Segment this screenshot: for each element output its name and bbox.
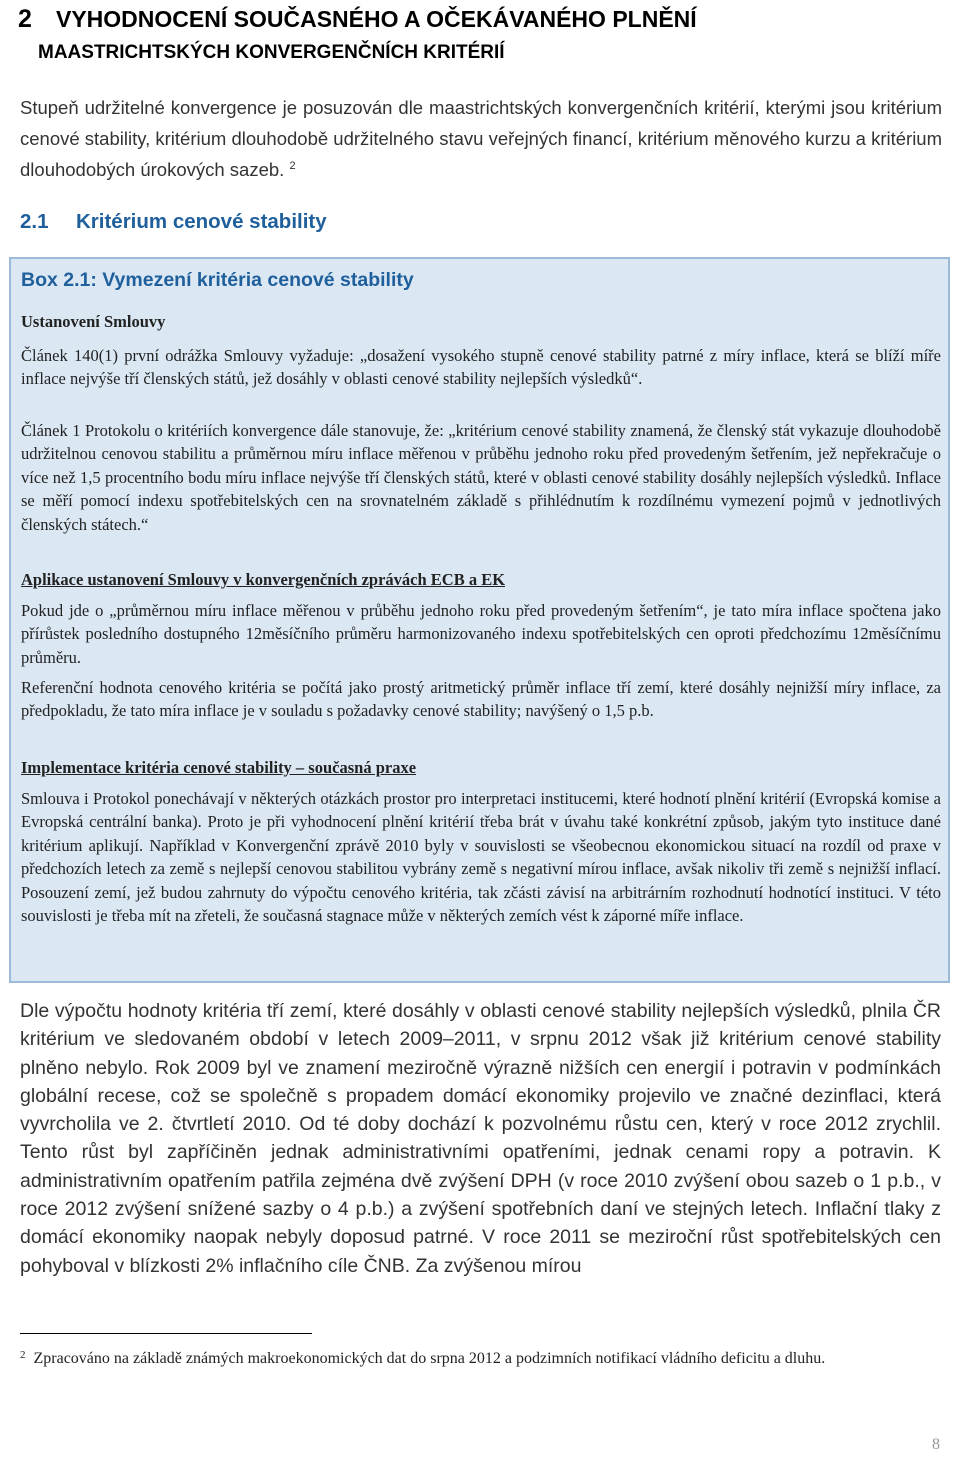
body-paragraph: Dle výpočtu hodnoty kritéria tří zemí, které dosáhly v oblasti cenové stability nejlepších výsledků, plnila ČR kritérium ve sledovaném období v letech 2009–2011, v srpnu 2012 však již kritérium cenové stability plněno nebylo. Rok 2009 byl ve znamení meziročně výrazně nižších cen energií i potravin v podmínkách globální recese, což se společně s propadem domácí ekonomiky projevilo ve značné dezinflaci, která vyvrcholila ve 2. čtvrtletí 2010. Od té doby dochází k pozvolnému růstu cen, který v roce 2012 zrychlil. Tento růst byl zapříčiněn jednak administrativními opatřeními, jednak cenami ropy a potravin. K administrativním opatřením patřila zejména dvě zvýšení DPH (v roce 2010 zvýšení obou sazeb o 1 p.b., v roce 2012 zvýšení snížené sazby o 4 p.b.) a zvýšení spotřebních daní ve stejných letech. Inflační tlaky z domácí ekonomiky naopak nebyly doposud patrné. V roce 2011 se meziroční růst spotřebitelských cen pohyboval v blízkosti 2% inflačního cíle ČNB. Za zvýšenou mírou bbox=[20, 1000, 941, 1277]
box-heading-treaty: Ustanovení Smlouvy bbox=[21, 312, 166, 331]
page-number: 8 bbox=[932, 1436, 940, 1453]
box-title: Box 2.1: Vymezení kritéria cenové stability bbox=[21, 269, 414, 291]
footnote-text: Zpracováno na základě známých makroekonomických dat do srpna 2012 a podzimních notifikací vládního deficitu a dluhu. bbox=[33, 1350, 826, 1367]
section-heading bbox=[20, 210, 327, 234]
box-heading-application: Aplikace ustanovení Smlouvy v konvergenčních zprávách ECB a EK bbox=[21, 570, 506, 589]
chapter-heading bbox=[18, 2, 938, 70]
chapter-title-line2: MAASTRICHTSKÝCH KONVERGENČNÍCH KRITÉRIÍ bbox=[38, 42, 505, 63]
chapter-title-line1: VYHODNOCENÍ SOUČASNÉHO A OČEKÁVANÉHO PLNĚNÍ bbox=[56, 6, 697, 32]
intro-text: Stupeň udržitelné konvergence je posuzován dle maastrichtských konvergenčních kritérií, kterými jsou kritérium cenové stability, kritérium dlouhodobě udržitelného stavu veřejných financí, kritérium měnového kurzu a kritérium dlouhodobých úrokových sazeb. bbox=[20, 97, 943, 180]
footnote-reference[interactable]: 2 bbox=[289, 160, 296, 172]
footnote bbox=[20, 1347, 941, 1371]
box-paragraph-article-140: Článek 140(1) první odrážka Smlouvy vyžaduje: „dosažení vysokého stupně cenové stability patrné z míry inflace, která se blíží míře inflace nejvýše tří členských států, jež dosáhly v oblasti cenové stability nejlepších výsledků“. bbox=[21, 346, 941, 389]
section-number: 2.1 bbox=[20, 210, 49, 233]
chapter-number: 2 bbox=[18, 5, 32, 33]
box-paragraph-average-inflation: Pokud jde o „průměrnou míru inflace měřenou v průběhu jednoho roku před provedeným šetřením“, je tato míra inflace spočtena jako přírůstek posledního dostupného 12měsíčního průměru harmonizovaného indexu spotřebitelských cen oproti předchozímu 12měsíčnímu průměru. bbox=[21, 601, 941, 667]
box-paragraph-reference-value: Referenční hodnota cenového kritéria se počítá jako prostý aritmetický průměr inflace tří zemí, které dosáhly nejnižší míry inflace, za předpokladu, že tato míra inflace je v souladu s požadavky cenové stability; navýšený o 1,5 p.b. bbox=[21, 678, 941, 721]
box-heading-implementation: Implementace kritéria cenové stability – současná praxe bbox=[21, 758, 417, 777]
box-paragraph-practice: Smlouva i Protokol ponechávají v některých otázkách prostor pro interpretaci institucemi, které hodnotí plnění kritérií (Evropská komise a Evropská centrální banka). Proto je při vyhodnocení plnění kritérií třeba brát v úvahu také konkrétní způsob, jakým tyto instituce dané kritérium aplikují. Například v Konvergenční zprávě 2010 byly v souvislosti se všeobecnou ekonomickou situací na rozdíl od praxe v předchozích letech za země s nejlepší cenovou stabilitou vybrány země s negativní mírou inflace, avšak nikoliv tři země s nejnižší inflací. Posouzení zemí, jež budou zahrnuty do výpočtu cenového kritéria, tak zčásti závisí na arbitrárním rozhodnutí hodnotící instituci. V této souvislosti je třeba mít na zřeteli, že současná stagnace může v některých zemích vést k záporné míře inflace. bbox=[21, 789, 941, 926]
intro-paragraph bbox=[20, 92, 942, 185]
section-title: Kritérium cenové stability bbox=[76, 210, 327, 233]
box-paragraph-protocol: Článek 1 Protokolu o kritériích konvergence dále stanovuje, že: „kritérium cenové stability znamená, že členský stát vykazuje dlouhodobě udržitelnou cenovou stabilitu a průměrnou míru inflace měřenou v průběhu jednoho roku před provedeným šetřením, jež nepřekračuje o více než 1,5 procentního bodu míru inflace nejvýše tří členských států, které v oblasti cenové stability dosáhly nejlepších výsledků. Inflace se měří pomocí indexu spotřebitelských cen na srovnatelném základě s přihlédnutím k rozdílnému vymezení pojmů v jednotlivých členských státech.“ bbox=[21, 421, 941, 534]
footnote-number: 2 bbox=[20, 1349, 26, 1361]
footnote-divider bbox=[20, 1333, 312, 1334]
info-box bbox=[9, 257, 950, 983]
